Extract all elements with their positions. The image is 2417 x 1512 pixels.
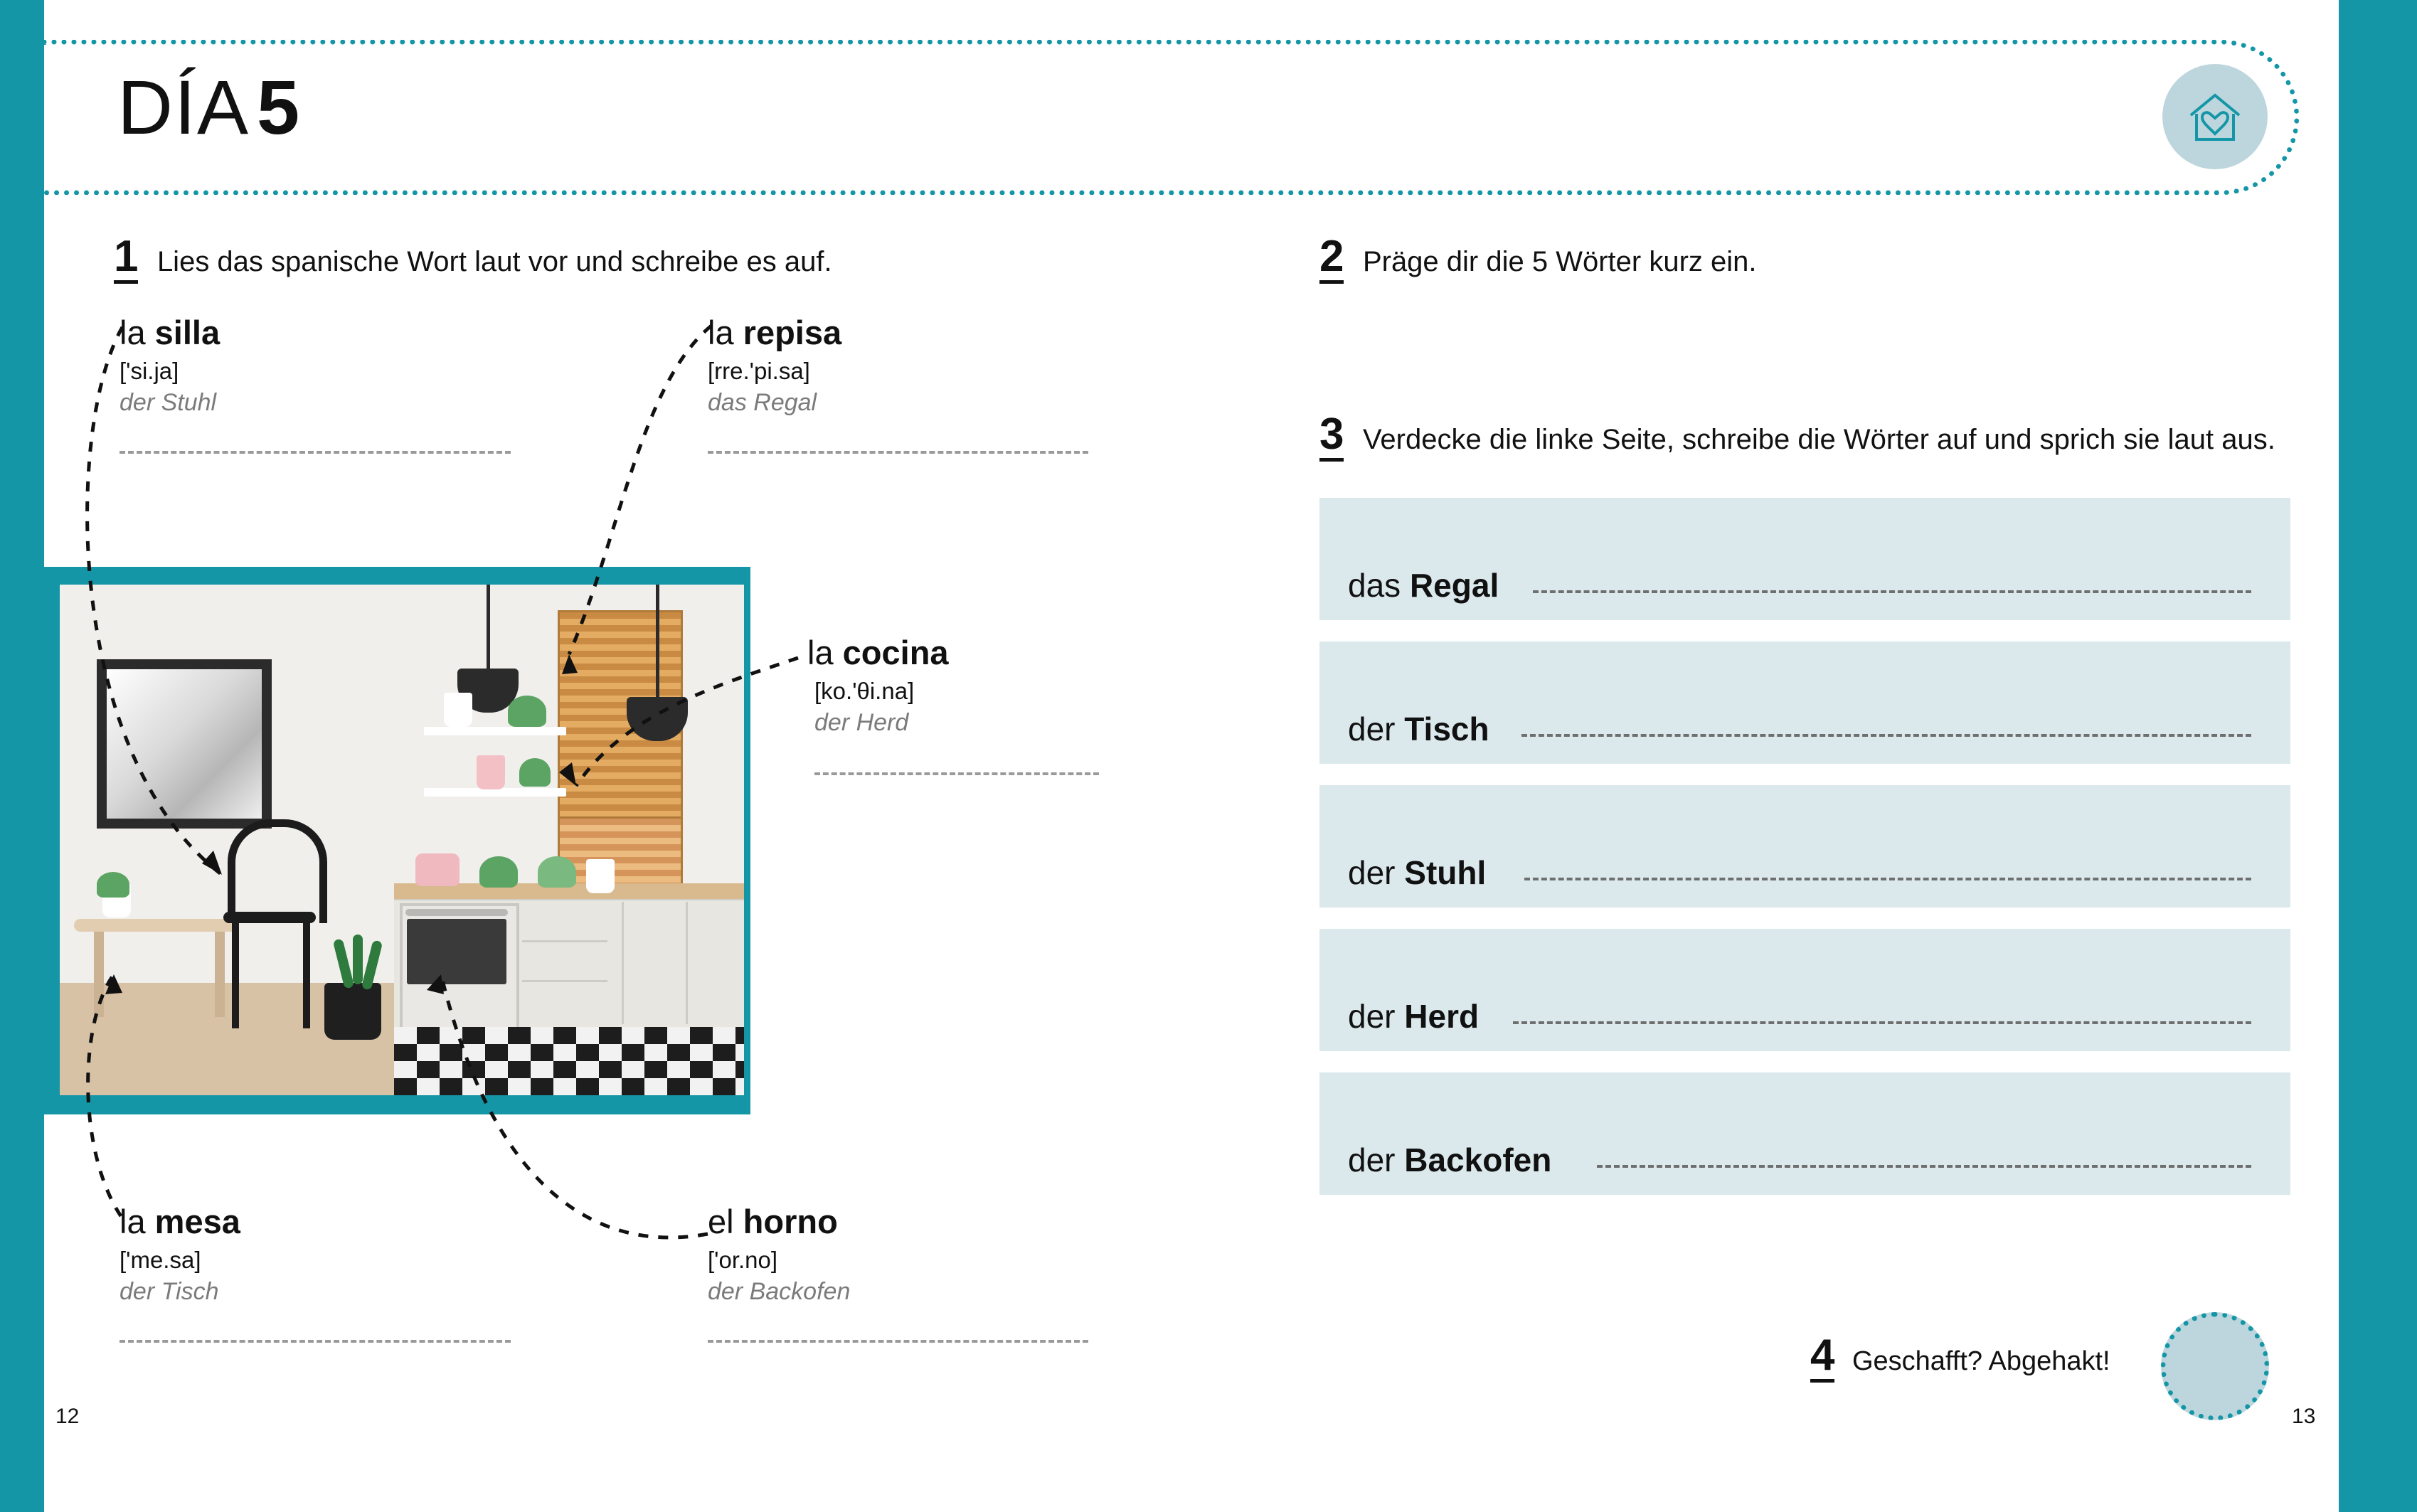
recall-article: das bbox=[1348, 567, 1401, 604]
vocab-article: la bbox=[708, 314, 734, 351]
vocab-card-cocina bbox=[807, 633, 1142, 775]
recall-write-line[interactable] bbox=[1521, 734, 2251, 737]
step-2-text: Präge dir die 5 Wörter kurz ein. bbox=[1362, 246, 1757, 277]
write-line-cocina[interactable] bbox=[814, 772, 1099, 775]
step-3-number: 3 bbox=[1319, 412, 1344, 462]
vocab-article: la bbox=[119, 314, 146, 351]
recall-label bbox=[1348, 710, 1489, 748]
vocab-card-horno bbox=[708, 1202, 1106, 1343]
vocab-article: la bbox=[119, 1203, 146, 1240]
day-title-number: 5 bbox=[257, 64, 302, 150]
recall-article: der bbox=[1348, 710, 1396, 747]
kitchen-photo bbox=[60, 585, 744, 1095]
recall-noun: Stuhl bbox=[1404, 854, 1487, 891]
step-4-text: Geschafft? Abgehakt! bbox=[1852, 1346, 2110, 1376]
recall-write-line[interactable] bbox=[1533, 590, 2251, 593]
recall-article: der bbox=[1348, 854, 1396, 891]
recall-noun: Backofen bbox=[1404, 1141, 1552, 1178]
recall-label bbox=[1348, 853, 1486, 892]
vocab-card-silla bbox=[119, 313, 518, 454]
write-line-horno[interactable] bbox=[708, 1340, 1088, 1343]
recall-row[interactable] bbox=[1319, 929, 2290, 1051]
header-banner bbox=[44, 40, 2299, 195]
vocab-translation: der Tisch bbox=[119, 1278, 219, 1305]
vocab-noun: cocina bbox=[842, 634, 949, 671]
vocab-ipa: ['or.no] bbox=[708, 1247, 778, 1273]
done-checkbox[interactable] bbox=[2161, 1312, 2269, 1420]
write-line-repisa[interactable] bbox=[708, 451, 1088, 454]
step-3-block bbox=[1319, 412, 2275, 462]
vocab-ipa: ['si.ja] bbox=[119, 358, 179, 384]
vocab-ipa: [ko.'θi.na] bbox=[814, 678, 915, 704]
recall-row[interactable] bbox=[1319, 641, 2290, 764]
recall-write-line[interactable] bbox=[1597, 1165, 2251, 1168]
vocab-word-es bbox=[807, 633, 1142, 672]
recall-article: der bbox=[1348, 1141, 1396, 1178]
right-accent-band bbox=[2339, 0, 2417, 1512]
recall-noun: Regal bbox=[1409, 567, 1499, 604]
vocab-translation: das Regal bbox=[708, 389, 817, 416]
page-number-right: 13 bbox=[2292, 1405, 2316, 1428]
vocab-noun: horno bbox=[743, 1203, 838, 1240]
day-title-prefix: DÍA bbox=[117, 64, 250, 150]
page-title bbox=[117, 63, 301, 151]
house-heart-icon bbox=[2162, 64, 2268, 169]
recall-label bbox=[1348, 997, 1479, 1035]
vocab-ipa: ['me.sa] bbox=[119, 1247, 201, 1273]
kitchen-photo-frame bbox=[28, 567, 750, 1114]
vocab-noun: silla bbox=[154, 314, 221, 351]
recall-write-line[interactable] bbox=[1524, 878, 2251, 880]
write-line-silla[interactable] bbox=[119, 451, 511, 454]
vocab-word-es bbox=[708, 1202, 1106, 1241]
page-number-left: 12 bbox=[55, 1405, 80, 1428]
recall-row[interactable] bbox=[1319, 498, 2290, 620]
vocab-translation: der Backofen bbox=[708, 1278, 851, 1305]
recall-label bbox=[1348, 1141, 1551, 1179]
vocab-card-repisa bbox=[708, 313, 1106, 454]
vocab-noun: mesa bbox=[154, 1203, 240, 1240]
vocab-card-mesa bbox=[119, 1202, 518, 1343]
vocab-article: el bbox=[708, 1203, 734, 1240]
step-1-text: Lies das spanische Wort laut vor und schreibe es auf. bbox=[156, 246, 832, 277]
vocab-translation: der Stuhl bbox=[119, 389, 217, 416]
vocab-word-es bbox=[119, 1202, 518, 1241]
vocab-noun: repisa bbox=[743, 314, 842, 351]
recall-row[interactable] bbox=[1319, 785, 2290, 907]
step-4-block bbox=[1810, 1333, 2110, 1383]
step-1-number: 1 bbox=[114, 235, 138, 284]
recall-row[interactable] bbox=[1319, 1072, 2290, 1195]
recall-noun: Herd bbox=[1404, 998, 1480, 1035]
vocab-ipa: [rre.'pi.sa] bbox=[708, 358, 810, 384]
recall-write-line[interactable] bbox=[1513, 1021, 2251, 1024]
step-2-number: 2 bbox=[1319, 235, 1344, 284]
vocab-word-es bbox=[708, 313, 1106, 352]
step-2-block bbox=[1319, 232, 1757, 284]
recall-article: der bbox=[1348, 998, 1396, 1035]
recall-label bbox=[1348, 566, 1499, 605]
write-line-mesa[interactable] bbox=[119, 1340, 511, 1343]
vocab-translation: der Herd bbox=[814, 709, 909, 736]
vocab-article: la bbox=[807, 634, 834, 671]
step-3-text: Verdecke die linke Seite, schreibe die Wörter auf und sprich sie laut aus. bbox=[1362, 424, 2275, 455]
step-1-block bbox=[114, 232, 832, 284]
step-4-number: 4 bbox=[1810, 1333, 1834, 1383]
vocab-word-es bbox=[119, 313, 518, 352]
recall-noun: Tisch bbox=[1404, 710, 1489, 747]
